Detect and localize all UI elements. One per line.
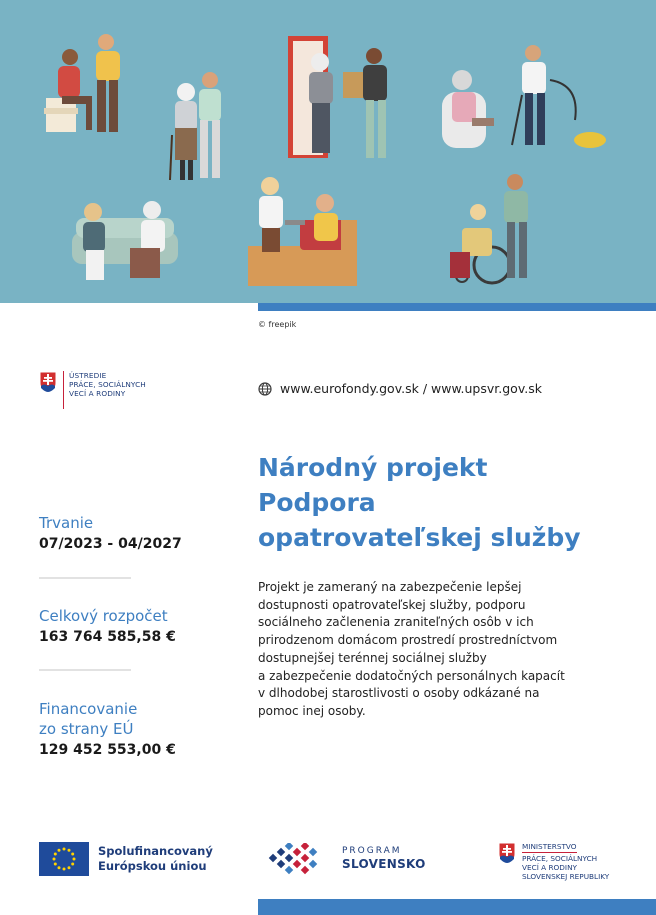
scene-bedside-meal (248, 177, 357, 286)
footer-accent-bar (258, 899, 656, 915)
caregiving-illustration (0, 0, 656, 303)
image-credit: © freepik (258, 320, 297, 329)
ustredie-logo-text: ÚSTREDIE PRÁCE, SOCIÁLNYCH VECÍ A RODINY (69, 371, 146, 398)
eu-funding-value: 129 452 553,00 € (39, 742, 176, 758)
eu-logo-text: Spolufinancovaný Európskou úniou (98, 844, 213, 873)
hero-illustration (0, 0, 656, 303)
website-text[interactable]: www.eurofondy.gov.sk / www.upsvr.gov.sk (280, 381, 542, 396)
eu-stars-icon (39, 842, 89, 876)
hero-accent-bar (258, 303, 656, 311)
program-slovensko-text: PROGRAM SLOVENSKO (342, 846, 426, 871)
separator (39, 577, 131, 579)
scene-walking-assistance (170, 72, 221, 180)
budget-label: Celkový rozpočet (39, 607, 168, 625)
duration-block (39, 513, 229, 555)
duration-value: 07/2023 - 04/2027 (39, 536, 182, 552)
scene-wheelchair (450, 174, 528, 283)
budget-block (39, 606, 229, 648)
scene-grocery-delivery (288, 36, 387, 158)
budget-value: 163 764 585,58 € (39, 629, 176, 645)
scene-housekeeping (442, 45, 606, 148)
scene-helper-and-seated-man (44, 34, 120, 132)
separator (39, 669, 131, 671)
eu-funding-block (39, 699, 229, 761)
eu-flag-icon (39, 842, 89, 876)
logo-divider (63, 371, 64, 409)
project-description: Projekt je zameraný na zabezpečenie lepšej dostupnosti opatrovateľskej služby, podporu sociálneho začlenenia zraniteľných osôb v ich prirodzenom domácom prostredí prostredníctvom dostupnejšej terénnej sociálnej služby a zabezpečenie dodatočných personálnych kapacít v dlhodobej starostlivosti o osoby odkázané na pomoc inej osoby. (258, 580, 565, 718)
eu-cofunded-logo (39, 842, 213, 876)
globe-icon (258, 382, 272, 396)
scene-sofa-visit (72, 201, 178, 280)
slovak-crest-icon (39, 371, 57, 393)
eu-funding-label-2: zo strany EÚ (39, 720, 134, 738)
website-links[interactable] (258, 381, 542, 396)
slovak-crest-icon (498, 842, 516, 864)
ministry-logo (498, 842, 609, 881)
program-slovensko-icon (266, 843, 336, 875)
ustredie-logo (39, 371, 146, 409)
ministry-logo-text: MINISTERSTVO PRÁCE, SOCIÁLNYCH VECÍ A RODINY SLOVENSKEJ REPUBLIKY (522, 842, 610, 881)
project-title: Národný projekt Podpora opatrovateľskej služby (258, 453, 581, 552)
duration-label: Trvanie (39, 514, 94, 532)
eu-funding-label: Financovanie (39, 700, 138, 718)
program-slovensko-logo (266, 843, 426, 875)
